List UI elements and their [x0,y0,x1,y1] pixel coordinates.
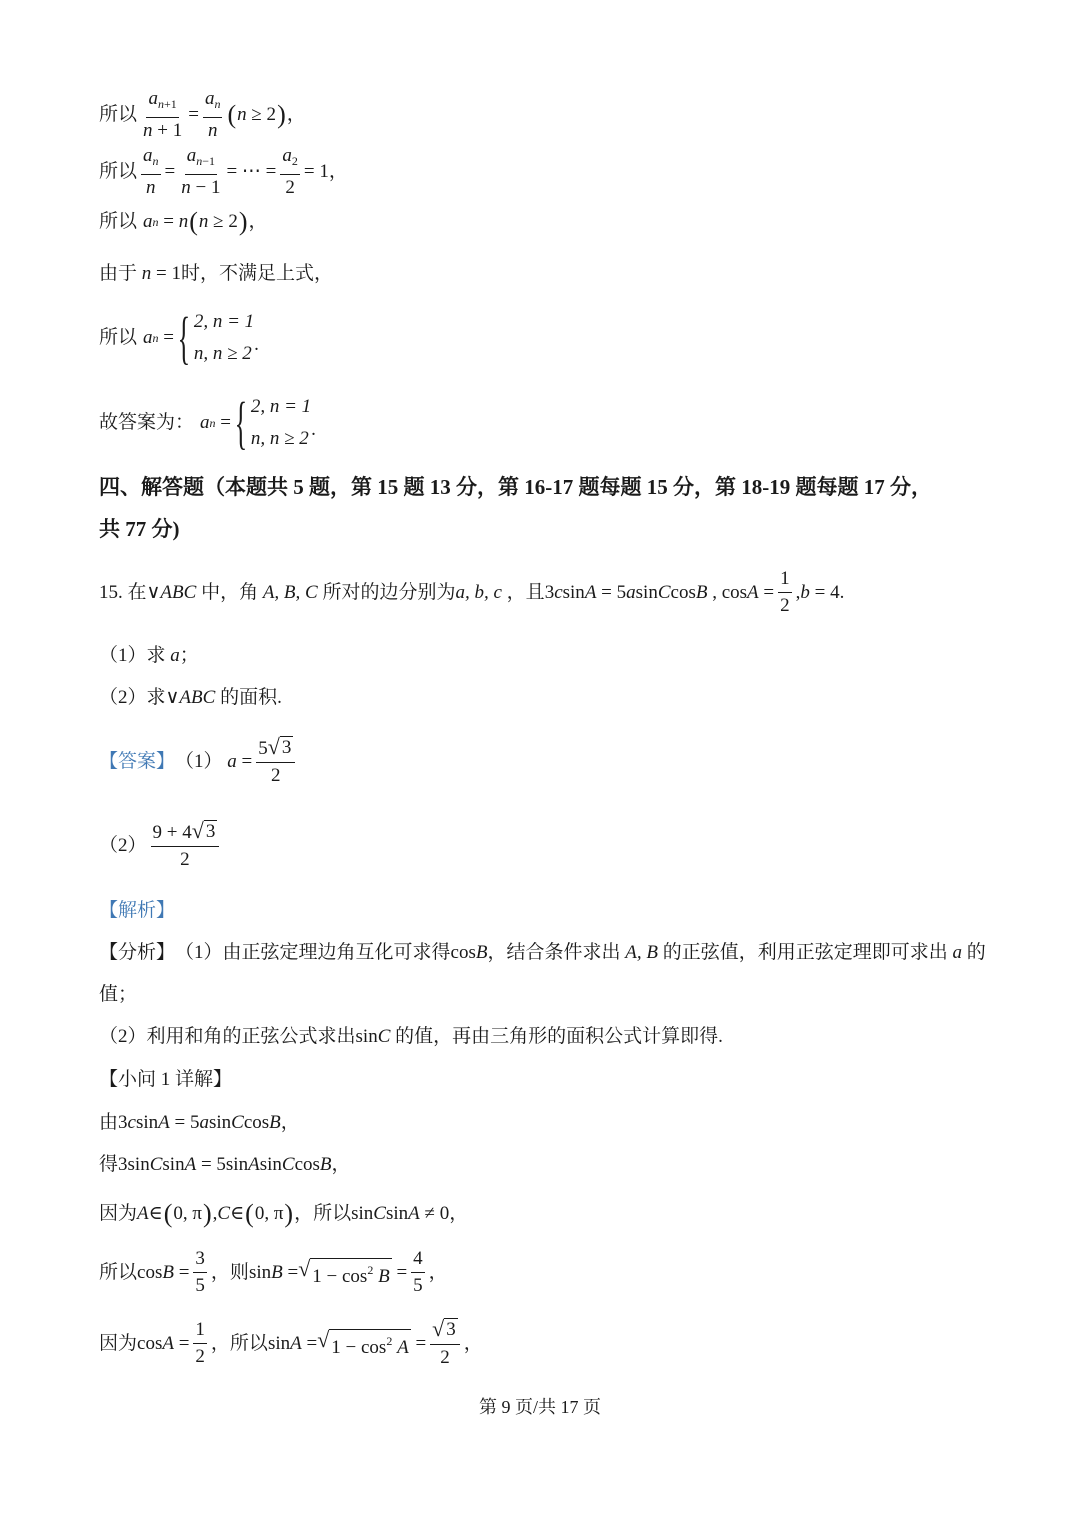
fraction: $\frac{1}{2}$ [195,1319,205,1367]
text: （2）求∨ [99,687,180,708]
text: （2）利用和角的正弦公式求出 [99,1026,356,1047]
text: 所以 [99,104,138,125]
analysis-tag-line [99,899,175,923]
text: 所以 [99,1261,138,1283]
text: . [254,334,259,355]
text: ， [328,161,348,182]
answer-1: 【答案】 （1） a = 5 √ 3 2 [99,736,299,787]
fraction: $\frac{4}{5}$ [413,1248,423,1296]
problem-number: 15. [99,581,123,603]
fraction: $\frac{a_{n+1}}{n + 1}$ [143,88,183,141]
derivation-line-4: 由于 n = 1 时，不满足上式， [99,263,333,284]
text: 的面积. [220,687,282,708]
text: 因为 [99,1332,138,1354]
brace: { [234,390,248,455]
fraction: $\frac{1}{2}$ [780,568,790,616]
text: 中，角 [201,581,259,603]
fraction: $\frac{a_n}{n}$ [143,145,159,198]
text: 的正弦值，利用正弦定理即可求出 [662,942,948,963]
cases [251,391,311,455]
sub-heading [99,1068,232,1092]
fenxi-tag: 【分析】 [99,942,176,963]
text: ， [449,1203,469,1224]
problem-15: 15. 在∨ ABC 中，角 A, B, C 所对的边分别为 a, b, c ，且 3 c sin A = 5 a sin C cos B , cos A = $\frac{1}{2}$ , b = 4 . [99,568,845,616]
text: ，且 [506,581,545,603]
text: ，结合条件求出 [487,942,621,963]
text: 时，不满足上式， [180,263,333,284]
text: ， [463,1332,483,1354]
text: 的 [966,942,986,963]
case-1: 2, n = 1 [250,396,312,417]
detail-line-2: 得 3sin C sin A = 5sin A sin C cos B ， [99,1154,351,1175]
text: 所以 [99,327,138,348]
text: 由 [99,1112,119,1133]
detail-line-4: 所以 cos B = $\frac{3}{5}$ ，则 sin B = √ $1 - \cos^2 B$ = $\frac{4}{5}$ ， [99,1248,448,1296]
sqrt: √ $1 - \cos^2 A$ [317,1326,409,1358]
text: （1）求 [99,645,166,666]
case-2: n, n ≥ 2 [193,343,252,364]
analysis-line-3: （2）利用和角的正弦公式求出 sin C 的值，再由三角形的面积公式计算即得. [99,1026,723,1047]
text: ，则 [210,1261,249,1283]
answer-2 [99,820,223,871]
derivation-line-3: 所以 a n = n ( n ≥ 2 ) ， [99,207,268,236]
detail-line-5: 因为 cos A = $\frac{1}{2}$ ，所以 sin A = √ $1 - \cos^2 A$ = √ 3 2 ， [99,1316,483,1368]
text: ， [280,1112,300,1133]
text: （2） [99,834,147,856]
piecewise-line-2: 故答案为： a n = { 2, n = 1 n, n ≥ 2 . [99,390,316,455]
text: （1） [175,750,223,772]
text: ； [179,645,199,666]
text: ， [428,1261,448,1283]
analysis-line-1: 【分析】 （1）由正弦定理边角互化可求得 cos B ，结合条件求出 A, B 的正弦值，利用正弦定理即可求出 a 的 [99,942,986,963]
piecewise-line-1: 所以 a n = { 2, n = 1 n, n ≥ 2 . [99,305,259,370]
section-heading: 四、解答题（本题共 5 题，第 15 题 13 分，第 16-17 题每题 15 分，第 18-19 题每题 17 分， [99,475,932,499]
question-2: （2）求∨ ABC 的面积. [99,687,282,708]
text: ，所以 [294,1203,352,1224]
fraction: $\frac{3}{5}$ [195,1248,205,1296]
text: 得 [99,1154,119,1175]
sqrt: √ $1 - \cos^2 B$ [298,1255,390,1287]
text: ，所以 [210,1332,268,1354]
brace: { [177,305,191,370]
section-heading-cont: 共 77 分) [99,517,180,541]
derivation-line-1: 所以 $\frac{a_{n+1}}{n + 1}$ = $\frac{a_n}{n}$ ( n ≥ 2 ) ， [99,88,306,141]
fraction: 5 √ 3 2 [256,736,295,787]
text: . [311,419,316,440]
detail-line-1: 由 3 c sin A = 5 a sin C cos B ， [99,1112,300,1133]
derivation-line-2: 所以 $\frac{a_n}{n}$ = $\frac{a_{n-1}}{n - 1}$ = ⋯ = $\frac{a_2}{2}$ = 1 ， [99,145,348,198]
answer-tag: 【答案】 [99,750,176,772]
text: 由于 [99,263,138,284]
text: （1）由正弦定理边角互化可求得 [175,942,451,963]
fraction: $\frac{a_2}{2}$ [282,145,298,198]
text: 所对的边分别为 [322,581,456,603]
fraction: √ 3 2 [430,1318,460,1369]
text: 所以 [99,211,138,232]
text: 值； [99,984,138,1005]
fraction: 9 + 4 √ 3 2 [151,820,220,871]
fraction: $\frac{a_n}{n}$ [204,88,221,141]
text: ， [248,211,268,232]
detail-line-3: 因为 A ∈ ( 0, π ) , C ∈ ( 0, π ) ，所以 sin C sin A ≠ 0 ， [99,1199,469,1228]
question-1: （1）求 a ； [99,645,199,666]
page-footer: 第 9 页/共 17 页 [478,1397,601,1417]
text: . [839,581,845,603]
cases [194,306,254,370]
text: 故答案为： [99,412,195,433]
text: ， [331,1154,351,1175]
case-2: n, n ≥ 2 [250,428,309,449]
text: 【小问 1 详解】 [99,1069,233,1090]
text: 的值，再由三角形的面积公式计算即得. [395,1026,723,1047]
text: 因为 [99,1203,138,1224]
text: ， [286,104,306,125]
text: 在∨ [127,581,161,603]
analysis-tag: 【解析】 [99,900,176,921]
text: 所以 [99,161,138,182]
fraction: $\frac{a_{n-1}}{n - 1}$ [181,145,221,198]
analysis-line-2 [99,983,137,1007]
case-1: 2, n = 1 [193,311,255,332]
